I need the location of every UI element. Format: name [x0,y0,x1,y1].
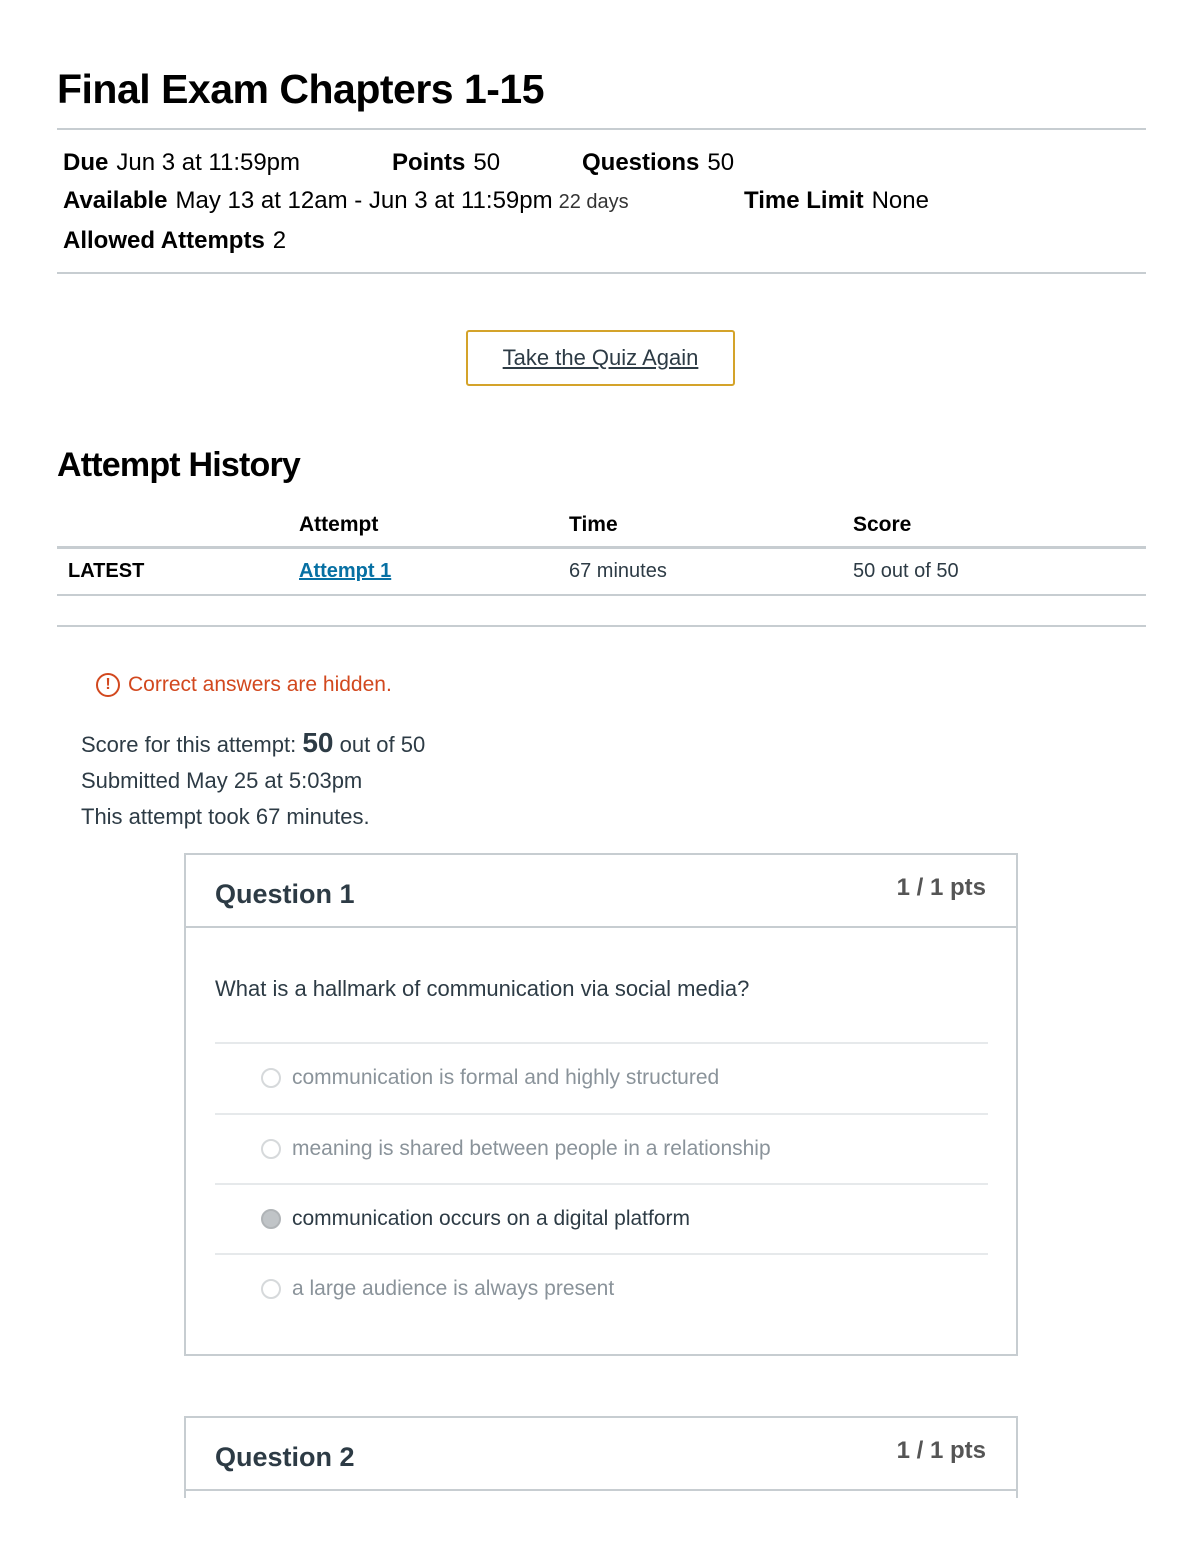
take-quiz-again-button[interactable]: Take the Quiz Again [466,330,735,386]
time-limit-info [744,187,929,215]
question-header [186,855,1016,928]
answer-label: a large audience is always present [292,1277,615,1300]
column-header-time: Time [569,513,618,536]
submitted-time: Submitted May 25 at 5:03pm [81,768,363,793]
latest-tag: LATEST [68,560,145,582]
points-value: 50 [473,149,501,176]
radio-unselected-icon [261,1139,281,1159]
question-title: Question 2 [215,1442,355,1472]
answer-label: communication is formal and highly structured [292,1066,720,1089]
time-limit-label: Time Limit [744,187,864,214]
meta-divider [57,272,1146,274]
attempt-duration: This attempt took 67 minutes. [81,804,370,829]
answer-option-3 [215,1183,988,1254]
answer-label: meaning is shared between people in a relationship [292,1137,771,1160]
column-header-attempt: Attempt [299,513,379,536]
page-title: Final Exam Chapters 1-15 [57,66,545,112]
radio-selected-icon [261,1209,281,1229]
attempt-1-link[interactable]: Attempt 1 [299,560,392,582]
attempt-score: 50 out of 50 [853,560,959,582]
time-limit-value: None [871,187,929,214]
available-info [63,187,629,215]
due-value: Jun 3 at 11:59pm [116,149,301,176]
due-label: Due [63,149,109,176]
score-suffix: out of 50 [339,732,426,757]
answer-option-1 [215,1042,988,1113]
score-summary [81,727,425,759]
radio-unselected-icon [261,1279,281,1299]
radio-unselected-icon [261,1068,281,1088]
section-divider [57,625,1146,627]
questions-value: 50 [707,149,735,176]
points-label: Points [392,149,466,176]
due-info [63,149,300,177]
column-header-score: Score [853,513,912,536]
questions-label: Questions [582,149,700,176]
answer-label: communication occurs on a digital platform [292,1207,691,1230]
attempts-value: 2 [272,227,287,254]
attempt-time: 67 minutes [569,560,667,582]
answer-option-4 [215,1253,988,1324]
score-value: 50 [302,727,334,758]
table-header-divider [57,546,1146,549]
warning-icon: ! [96,673,120,697]
question-card-1 [184,853,1018,1356]
table-row-divider [57,594,1146,596]
question-points: 1 / 1 pts [896,1437,986,1464]
question-points: 1 / 1 pts [896,874,986,901]
questions-info [582,149,734,177]
header-divider [57,128,1146,130]
notice-text: Correct answers are hidden. [128,673,392,696]
available-days: 22 days [558,191,629,213]
attempts-label: Allowed Attempts [63,227,265,254]
available-label: Available [63,187,168,214]
correct-answers-hidden-notice [96,673,392,697]
available-value: May 13 at 12am - Jun 3 at 11:59pm [175,187,553,214]
attempts-info [63,227,286,255]
question-header [186,1418,1016,1491]
question-card-2 [184,1416,1018,1498]
question-title: Question 1 [215,879,355,909]
attempt-history-title: Attempt History [57,446,301,484]
answer-option-2 [215,1113,988,1184]
score-prefix: Score for this attempt: [81,732,297,757]
question-text: What is a hallmark of communication via social media? [215,976,750,1001]
points-info [392,149,500,177]
